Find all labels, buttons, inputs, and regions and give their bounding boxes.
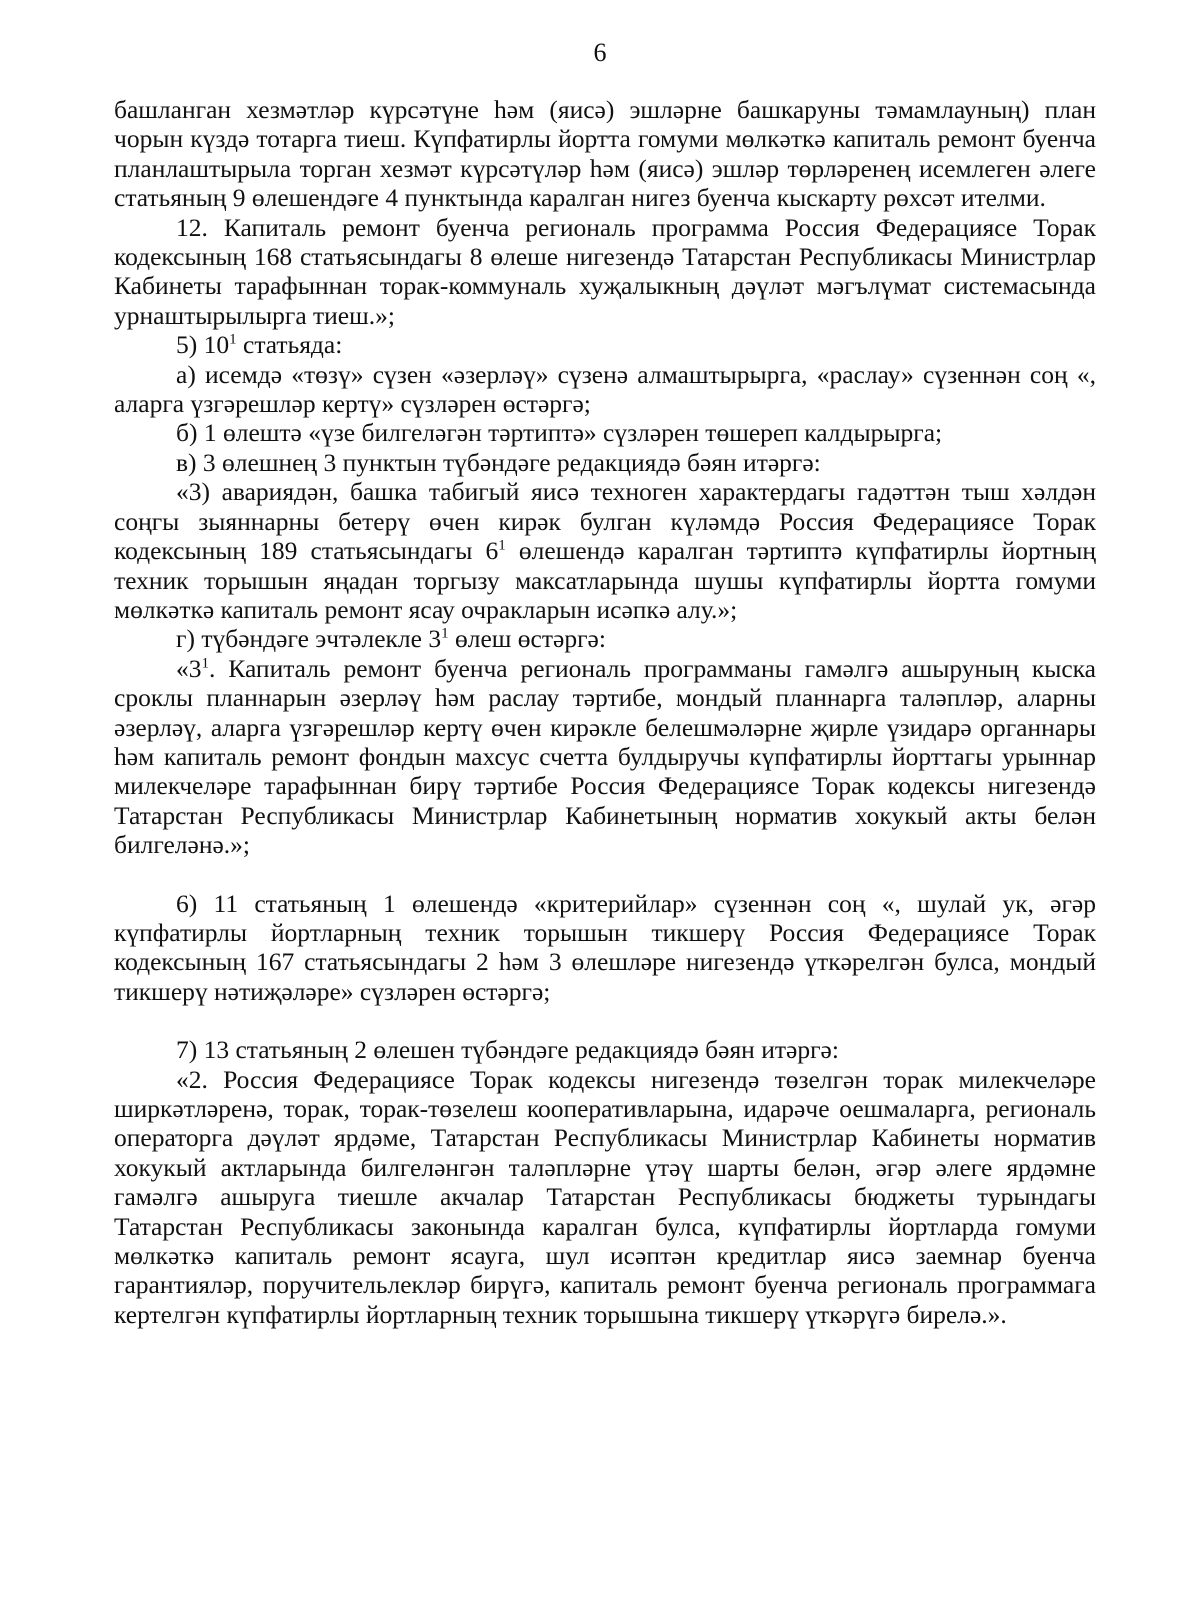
- page-number: 6: [593, 38, 607, 67]
- paragraph-continuation: башланган хезмәтләр күрсәтүне һәм (яисә) эшләрне башкаруны тәмамлауның) план чорын күздә тотарга тиеш. Күпфатирлы йортта гомуми мөлкәткә капиталь ремонт буенча планлаштырыла торган хезмәт күрсәтүләр һәм (яисә) эшләр төрләренең исемлеген әлеге статьяның 9 өлешендәге 4 пунктында каралган нигез буенча кыскарту рөхсәт ителми.: [114, 95, 1096, 213]
- paragraph-item-5v: в) 3 өлешнең 3 пунктын түбәндәге редакциядә бәян итәргә:: [176, 447, 821, 477]
- superscript: 1: [441, 625, 449, 642]
- paragraph-item-5a: а) исемдә «төзү» сүзен «әзерләү» сүзенә алмаштырырга, «раслау» сүзеннән соң «, аларга үзгәрешләр кертү» сүзләрен өстәргә;: [114, 359, 1096, 419]
- paragraph-item-5v-quote: «3) авариядән, башка табигый яисә техноген характердагы гадәттән тыш хәлдән соңгы зыяннарны бетерү өчен кирәк булган күләмдә Россия Федерациясе Торак кодексының 189 статьясындагы $6^1$ өлешендә каралган тәртиптә күпфатирлы йортның техник торышын яңадан торгызу максатларында шушы күпфатирлы йортта гомуми мөлкәткә капиталь ремонт ясау очракларын исәпкә алу.»;: [114, 477, 1096, 624]
- paragraph-item-5b: б) 1 өлештә «үзе билгеләгән тәртиптә» сүзләрен төшереп калдырырга;: [176, 418, 943, 448]
- paragraph-item-7: 7) 13 статьяның 2 өлешен түбәндәге редакциядә бәян итәргә:: [176, 1035, 839, 1065]
- superscript: 1: [229, 331, 237, 348]
- paragraph-gap: [114, 860, 1096, 889]
- paragraph-item-12: 12. Капиталь ремонт буенча региональ программа Россия Федерациясе Торак кодексының 168 статьясындагы 8 өлеше нигезендә Татарстан Республикасы Министрлар Кабинеты тарафыннан торак-коммуналь хуҗалыкның дәүләт мәгълүмат системасында урнаштырылырга тиеш.»;: [114, 212, 1096, 330]
- superscript: 1: [498, 537, 506, 554]
- superscript: 1: [201, 655, 209, 672]
- paragraph-item-5g: г) түбәндәге эчтәлекле $3^1$ өлеш өстәргә:: [176, 624, 606, 654]
- document-body: [114, 95, 1096, 1329]
- paragraph-item-5: 5) $10^1$ статьяда:: [176, 330, 343, 360]
- paragraph-item-5g-quote: «$3^1$. Капиталь ремонт буенча региональ программаны гамәлгә ашыруның кыска сроклы планнарын әзерләү һәм раслау тәртибе, мондый планнарга таләпләр, аларны әзерләү, аларга үзгәрешләр кертү өчен кирәкле белешмәләрне җирле үзидарә органнары һәм капиталь ремонт фондын махсус счетта булдыручы күпфатирлы йорттагы урыннар милекчеләре тарафыннан бирү тәртибе Россия Федерациясе Торак кодексы нигезендә Татарстан Республикасы Министрлар Кабинетының норматив хокукый акты белән билгеләнә.»;: [114, 653, 1096, 860]
- paragraph-item-7-quote: «2. Россия Федерациясе Торак кодексы нигезендә төзелгән торак милекчеләре ширкәтләренә, торак, торак-төзелеш кооперативларына, идарәче оешмаларга, региональ операторга дәүләт ярдәме, Татарстан Республикасы Министрлар Кабинеты норматив хокукый актларында билгеләнгән таләпләрне үтәү шарты белән, әгәр әлеге ярдәмне гамәлгә ашыруга тиешле акчалар Татарстан Республикасы бюджеты турындагы Татарстан Республикасы законында каралган булса, күпфатирлы йортларда гомуми мөлкәткә капиталь ремонт ясауга, шул исәптән кредитлар яисә заемнар буенча гарантияләр, поручительлекләр бирүгә, капиталь ремонт буенча региональ программага кертелгән күпфатирлы йортларның техник торышына тикшерү үткәрүгә бирелә.».: [114, 1064, 1096, 1329]
- paragraph-gap: [114, 1006, 1096, 1035]
- paragraph-item-6: 6) 11 статьяның 1 өлешендә «критерийлар» сүзеннән соң «, шулай ук, әгәр күпфатирлы йортларның техник торышын тикшерү Россия Федерациясе Торак кодексының 167 статьясындагы 2 һәм 3 өлешләре нигезендә үткәрелгән булса, мондый тикшерү нәтиҗәләре» сүзләрен өстәргә;: [114, 888, 1096, 1006]
